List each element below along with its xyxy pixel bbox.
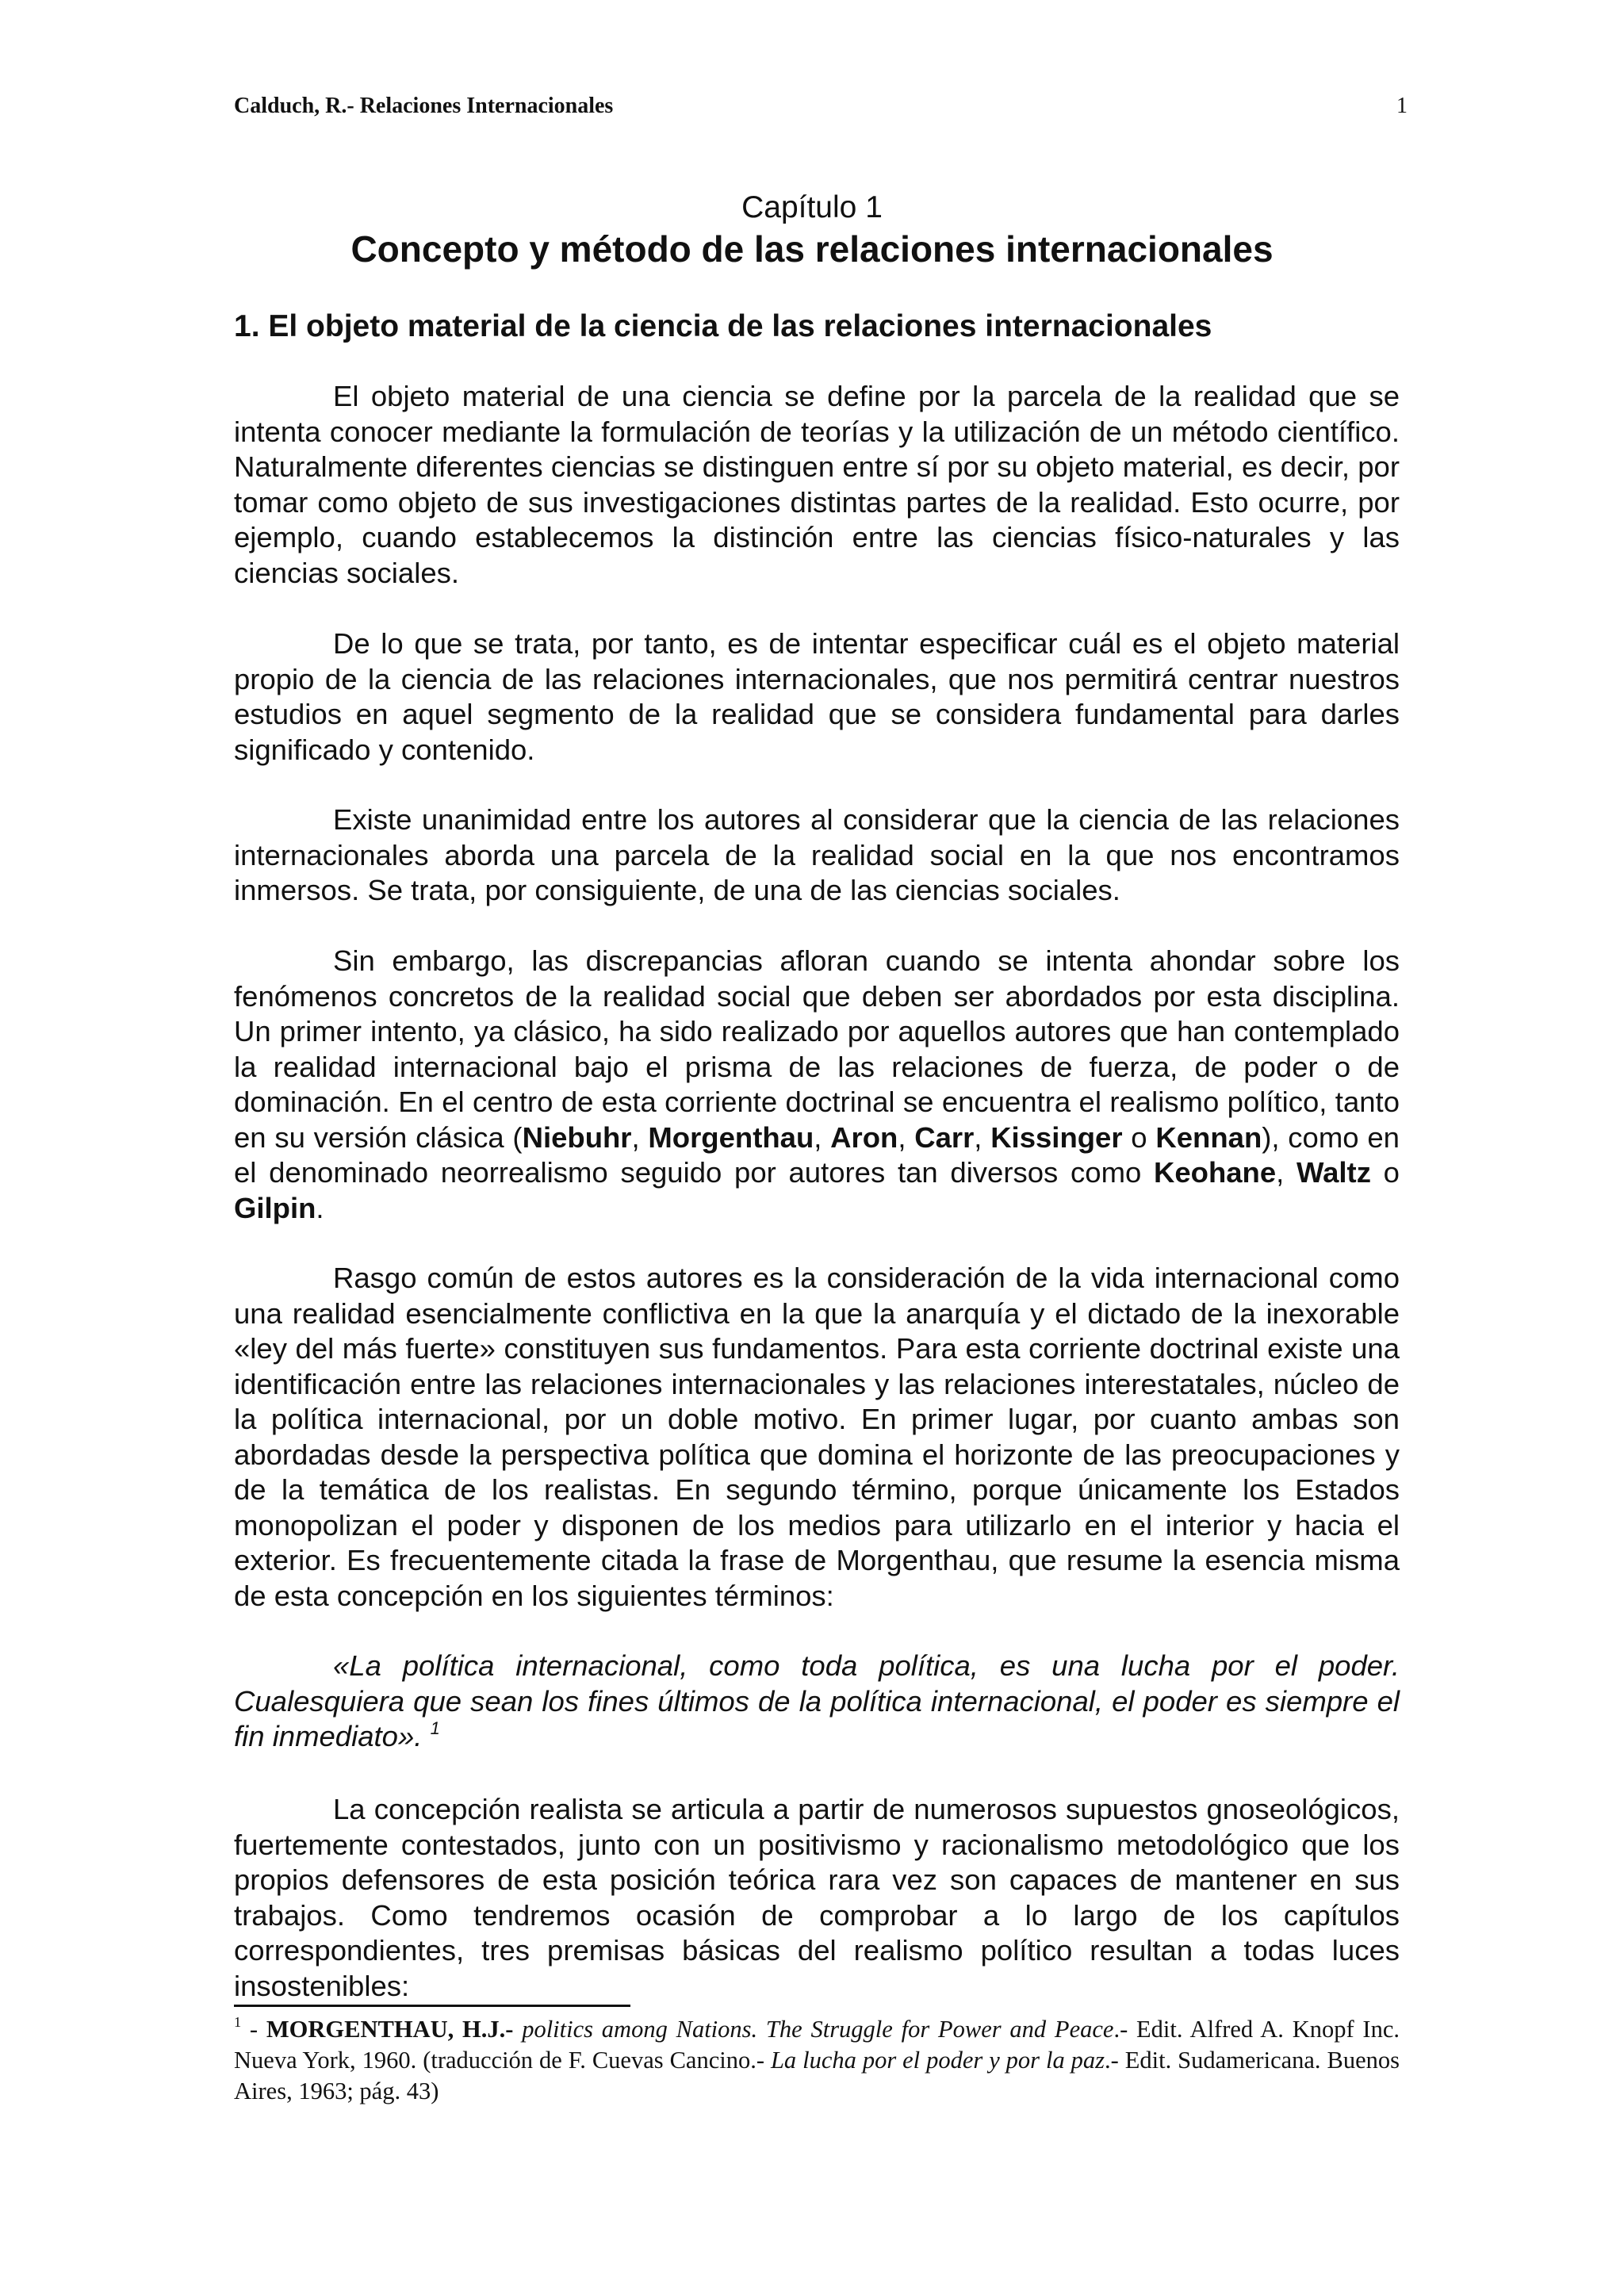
separator: o <box>1370 1156 1400 1189</box>
separator: , <box>974 1120 991 1154</box>
author-waltz: Waltz <box>1297 1156 1371 1189</box>
author-gilpin: Gilpin <box>234 1191 316 1224</box>
paragraph-2: De lo que se trata, por tanto, es de intentar especificar cuál es el objeto material propio de la ciencia de las relaciones internacionales, que nos permitirá centrar nuestros estudios en aquel segmento de la realidad que se considera fundamental para darles significado y contenido. <box>234 627 1400 766</box>
paragraph-6: La concepción realista se articula a partir de numerosos supuestos gnoseológicos, fuertemente contestados, junto con un positivismo y racionalismo metodológico que los propios defensores de esta posición teórica rara vez son capaces de mantener en sus trabajos. Como tendremos ocasión de comprobar a lo largo de los capítulos correspondientes, tres premisas básicas del realismo político resultan a todas luces insostenibles: <box>234 1793 1400 2002</box>
block-quote <box>234 1649 1400 1755</box>
separator: , <box>814 1120 831 1154</box>
footnote-divider <box>234 2005 630 2007</box>
separator: , <box>631 1120 649 1154</box>
footnote-1 <box>234 2014 1400 2107</box>
paragraph-4-text-3: . <box>316 1191 324 1224</box>
author-aron: Aron <box>830 1120 898 1154</box>
quote-text: «La política internacional, como toda política, es una lucha por el poder. Cualesquiera que sean los fines últimos de la política internacional, el poder es siempre el fin inmediato». <box>234 1649 1400 1752</box>
paragraph-3: Existe unanimidad entre los autores al considerar que la ciencia de las relaciones internacionales aborda una parcela de la realidad social en la que nos encontramos inmersos. Se trata, por consiguiente, de una de las ciencias sociales. <box>234 803 1400 906</box>
author-keohane: Keohane <box>1154 1156 1277 1189</box>
paragraph-4 <box>234 944 1400 1226</box>
author-morgenthau: Morgenthau <box>648 1120 814 1154</box>
footnote-title-spanish: La lucha por el poder y por la paz <box>770 2047 1105 2074</box>
footnote-title-english: politics among Nations. The Struggle for Power and Peace <box>513 2016 1114 2043</box>
separator: o <box>1122 1120 1156 1154</box>
author-carr: Carr <box>914 1120 975 1154</box>
running-title: Calduch, R.- Relaciones Internacionales <box>234 94 614 118</box>
author-niebuhr: Niebuhr <box>522 1120 632 1154</box>
chapter-title: Concepto y método de las relaciones internacionales <box>350 228 1274 270</box>
paragraph-1: El objeto material de una ciencia se define por la parcela de la realidad que se intenta conocer mediante la formulación de teorías y la utilización de un método científico. Naturalmente diferentes ciencias se distinguen entre sí por su objeto material, es decir, por tomar como objeto de sus investigaciones distintas partes de la realidad. Esto ocurre, por ejemplo, cuando establecemos la distinción entre las ciencias físico-naturales y las ciencias sociales. <box>234 380 1400 589</box>
author-kissinger: Kissinger <box>990 1120 1123 1154</box>
author-kennan: Kennan <box>1155 1120 1262 1154</box>
footnote-dash: - <box>241 2016 266 2043</box>
paragraph-4-text-2: ), como en el denominado neorrealismo seguido por autores tan diversos como <box>234 1120 1400 1189</box>
separator: , <box>898 1120 915 1154</box>
separator: , <box>1276 1156 1297 1189</box>
footnote-marker: 1 <box>234 2013 242 2030</box>
chapter-label: Capítulo 1 <box>741 190 883 224</box>
paragraph-4-text-1: Sin embargo, las discrepancias afloran cuando se intenta ahondar sobre los fenómenos concretos de la realidad social que deben ser abordados por esta disciplina. Un primer intento, ya clásico, ha sido realizado por aquellos autores que han contemplado la realidad internacional bajo el prisma de las relaciones de fuerza, de poder o de dominación. En el centro de esta corriente doctrinal se encuentra el realismo político, tanto en su versión clásica ( <box>234 944 1400 1154</box>
page-number: 1 <box>1396 94 1408 118</box>
footnote-publication: .- Edit. Alfred A. Knopf Inc. Nueva York, 1960. (traducción de F. Cuevas Cancino.- <box>234 2016 1400 2074</box>
running-header <box>234 94 1408 119</box>
footnote-publication-spanish: .- Edit. Sudamericana. Buenos Aires, 1963; pág. 43) <box>234 2047 1400 2104</box>
paragraph-5: Rasgo común de estos autores es la consideración de la vida internacional como una realidad esencialmente conflictiva en la que la anarquía y el dictado de la inexorable «ley del más fuerte» constituyen sus fundamentos. Para esta corriente doctrinal existe una identificación entre las relaciones internacionales y las relaciones interestatales, núcleo de la política internacional, por un doble motivo. En primer lugar, por cuanto ambas son abordadas desde la perspectiva política que domina el horizonte de las preocupaciones y de la temática de los realistas. En segundo término, porque únicamente los Estados monopolizan el poder y disponen de los medios para utilizarlo en el interior y hacia el exterior. Es frecuentemente citada la frase de Morgenthau, que resume la esencia misma de esta concepción en los siguientes términos: <box>234 1262 1400 1612</box>
footnote-reference[interactable]: 1 <box>430 1718 440 1738</box>
section-title: 1. El objeto material de la ciencia de las relaciones internacionales <box>234 309 1212 343</box>
footnote-author: MORGENTHAU, H.J.- <box>266 2016 514 2043</box>
